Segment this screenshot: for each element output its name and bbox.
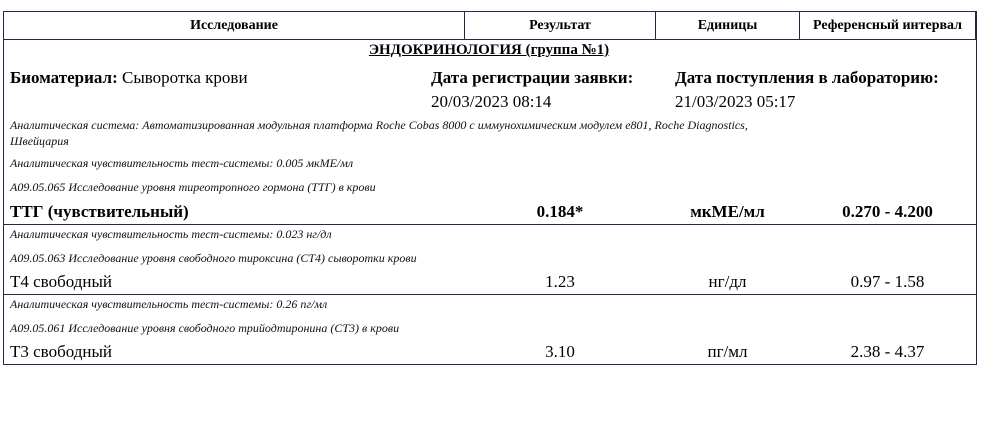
row-divider (3, 294, 976, 295)
lab-date-value: 21/03/2023 05:17 (675, 92, 796, 111)
test-ref-range: 0.270 - 4.200 (842, 202, 933, 221)
header-ref-label: Референсный интервал (812, 17, 963, 33)
test-name: Т4 свободный (10, 272, 113, 291)
section-title (0, 42, 978, 59)
test-sensitivity: Аналитическая чувствительность тест-системы: 0.26 пг/мл (10, 297, 328, 311)
analytical-system-line1: Аналитическая система: Автоматизированная модульная платформа Roche Cobas 8000 с иммунохимическим модулем e801, Roche Diagnostics, (10, 118, 748, 132)
test-units: мкМЕ/мл (690, 202, 765, 221)
row-divider (3, 224, 976, 225)
test-code: А09.05.065 Исследование уровня тиреотропного гормона (ТТГ) в крови (10, 180, 376, 194)
test-units: нг/дл (708, 272, 747, 291)
test-sensitivity: Аналитическая чувствительность тест-системы: 0.023 нг/дл (10, 227, 332, 241)
test-name: ТТГ (чувствительный) (10, 202, 189, 221)
test-units: пг/мл (707, 342, 748, 361)
test-result: 3.10 (545, 342, 575, 361)
header-units (655, 11, 800, 40)
test-sensitivity: Аналитическая чувствительность тест-системы: 0.005 мкМЕ/мл (10, 156, 354, 170)
test-result: 0.184* (536, 202, 584, 221)
header-study (3, 11, 465, 40)
biomaterial-label: Биоматериал: (10, 68, 118, 87)
biomaterial-value: Сыворотка крови (121, 68, 248, 87)
lab-date-label: Дата поступления в лабораторию: (675, 68, 939, 87)
header-result (464, 11, 656, 40)
header-units-label: Единицы (697, 17, 758, 33)
table-bottom-border (3, 364, 976, 365)
header-ref (799, 11, 976, 40)
header-result-label: Результат (529, 17, 591, 33)
analytical-system-line2: Швейцария (10, 134, 69, 148)
section-title-text: ЭНДОКРИНОЛОГИЯ (группа №1) (368, 42, 610, 58)
registration-date-value: 20/03/2023 08:14 (431, 92, 552, 111)
test-code: А09.05.063 Исследование уровня свободного тироксина (СТ4) сыворотки крови (10, 251, 417, 265)
biomaterial (10, 68, 248, 88)
header-study-label: Исследование (190, 17, 278, 33)
registration-date-label: Дата регистрации заявки: (431, 68, 634, 87)
test-ref-range: 0.97 - 1.58 (850, 272, 925, 291)
test-code: А09.05.061 Исследование уровня свободного трийодтиронина (СТ3) в крови (10, 321, 400, 335)
test-name: Т3 свободный (10, 342, 113, 361)
test-ref-range: 2.38 - 4.37 (850, 342, 925, 361)
test-result: 1.23 (545, 272, 575, 291)
